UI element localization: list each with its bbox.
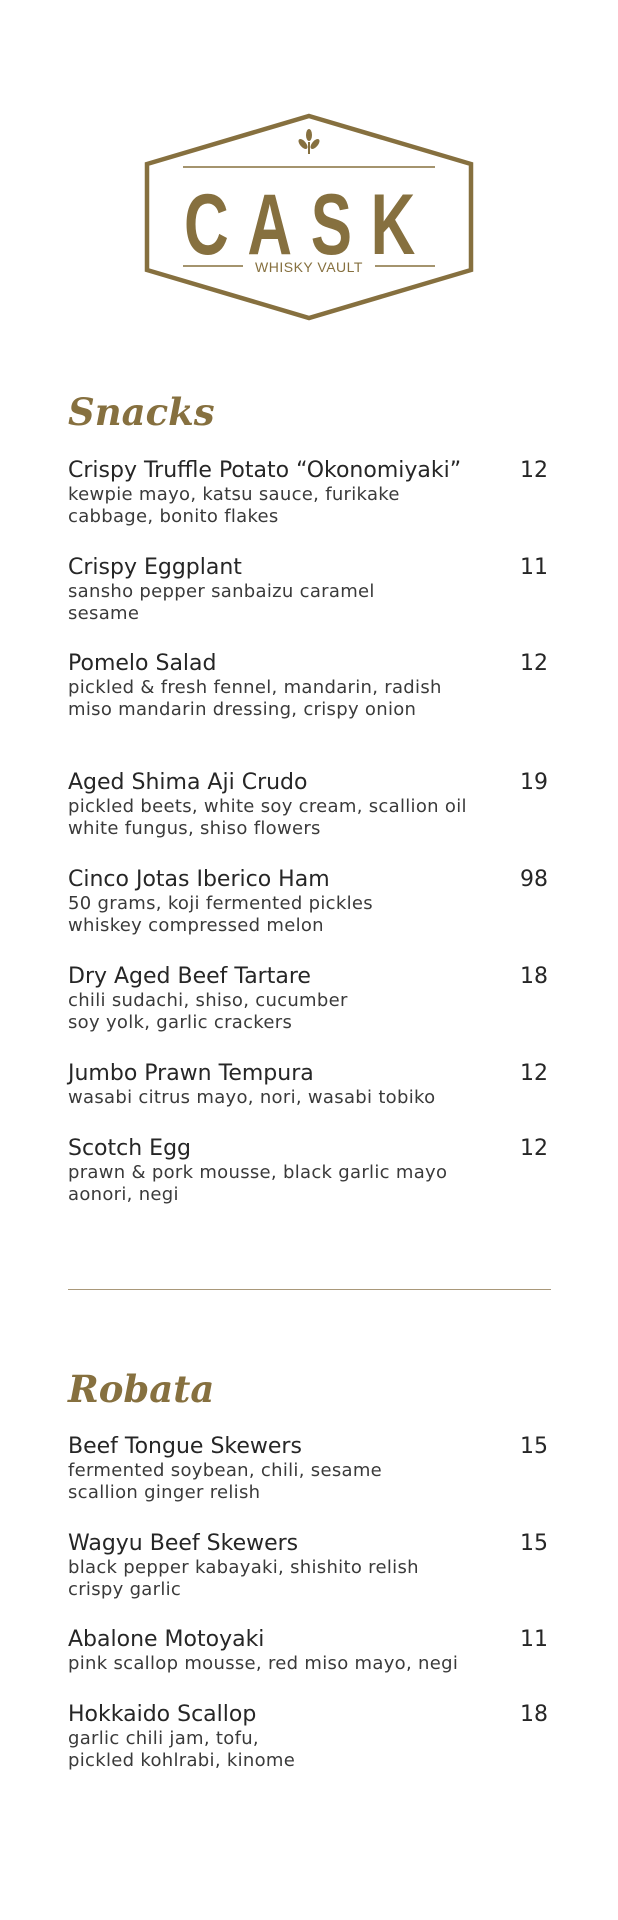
menu-item <box>68 963 548 1034</box>
item-price: 11 <box>520 1627 548 1652</box>
item-name: Crispy Truffle Potato “Okonomiyaki” <box>68 458 462 483</box>
section-title-robata: Robata <box>68 1367 215 1411</box>
item-description: crispy garlic <box>68 1579 182 1600</box>
logo-tagline: WHISKY VAULT <box>255 259 363 275</box>
item-price: 15 <box>520 1434 548 1459</box>
item-name: Crispy Eggplant <box>68 555 242 580</box>
item-name: Cinco Jotas Iberico Ham <box>68 867 330 892</box>
item-description: pink scallop mousse, red miso mayo, negi <box>68 1653 459 1674</box>
menu-item <box>68 1135 548 1206</box>
menu-item <box>68 1701 548 1772</box>
menu-item <box>68 554 548 625</box>
cask-logo <box>143 112 475 322</box>
item-description: cabbage, bonito flakes <box>68 506 279 527</box>
item-description: chili sudachi, shiso, cucumber <box>68 990 348 1011</box>
item-name: Jumbo Prawn Tempura <box>68 1061 314 1086</box>
item-description: kewpie mayo, katsu sauce, furikake <box>68 484 400 505</box>
item-name: Pomelo Salad <box>68 651 217 676</box>
item-price: 98 <box>520 867 548 892</box>
menu-item <box>68 1060 548 1109</box>
item-description: pickled & fresh fennel, mandarin, radish <box>68 677 442 698</box>
section-title-snacks: Snacks <box>68 390 215 434</box>
section-divider <box>68 1289 551 1290</box>
menu-item <box>68 769 548 840</box>
item-description: scallion ginger relish <box>68 1482 261 1503</box>
item-name: Hokkaido Scallop <box>68 1702 257 1727</box>
item-price: 11 <box>520 555 548 580</box>
item-price: 18 <box>520 964 548 989</box>
item-name: Abalone Motoyaki <box>68 1627 265 1652</box>
item-price: 12 <box>520 651 548 676</box>
item-description: wasabi citrus mayo, nori, wasabi tobiko <box>68 1087 436 1108</box>
logo-wordmark: CASK <box>184 177 434 273</box>
menu-item <box>68 1530 548 1601</box>
item-description: whiskey compressed melon <box>68 915 324 936</box>
item-description: fermented soybean, chili, sesame <box>68 1460 383 1481</box>
item-price: 12 <box>520 458 548 483</box>
item-description: 50 grams, koji fermented pickles <box>68 893 373 914</box>
item-description: sansho pepper sanbaizu caramel <box>68 581 375 602</box>
item-name: Beef Tongue Skewers <box>68 1434 302 1459</box>
item-description: black pepper kabayaki, shishito relish <box>68 1557 419 1578</box>
item-description: miso mandarin dressing, crispy onion <box>68 699 417 720</box>
menu-item <box>68 1433 548 1504</box>
item-description: aonori, negi <box>68 1184 179 1205</box>
item-description: soy yolk, garlic crackers <box>68 1012 293 1033</box>
item-price: 19 <box>520 770 548 795</box>
menu-item <box>68 457 548 528</box>
item-name: Scotch Egg <box>68 1136 192 1161</box>
item-description: pickled beets, white soy cream, scallion oil <box>68 796 467 817</box>
item-description: white fungus, shiso flowers <box>68 818 321 839</box>
item-description: pickled kohlrabi, kinome <box>68 1750 296 1771</box>
menu-item <box>68 1626 548 1675</box>
item-name: Aged Shima Aji Crudo <box>68 770 308 795</box>
menu-item <box>68 650 548 721</box>
menu-item <box>68 866 548 937</box>
item-price: 12 <box>520 1061 548 1086</box>
item-price: 15 <box>520 1531 548 1556</box>
item-description: prawn & pork mousse, black garlic mayo <box>68 1162 448 1183</box>
item-name: Wagyu Beef Skewers <box>68 1531 299 1556</box>
item-price: 12 <box>520 1136 548 1161</box>
item-price: 18 <box>520 1702 548 1727</box>
wheat-icon <box>297 129 321 154</box>
item-description: garlic chili jam, tofu, <box>68 1728 259 1749</box>
item-name: Dry Aged Beef Tartare <box>68 964 311 989</box>
item-description: sesame <box>68 603 140 624</box>
